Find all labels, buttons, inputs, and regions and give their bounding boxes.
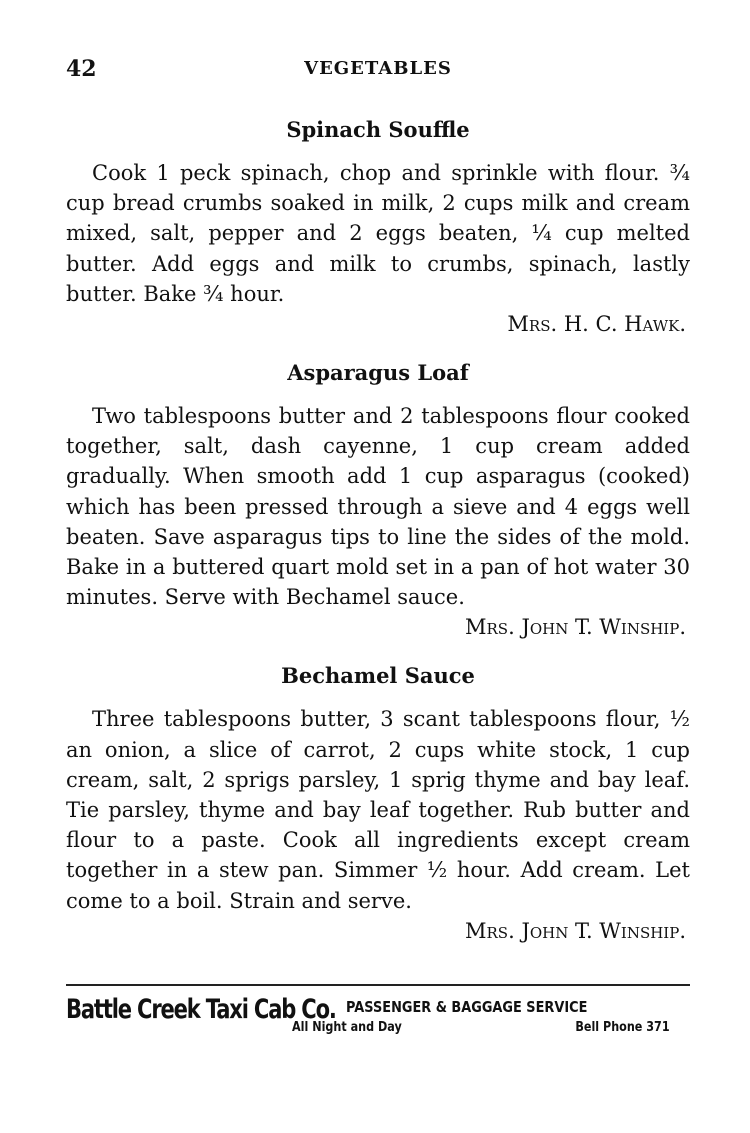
running-head: VEGETABLES <box>304 58 452 79</box>
ad-phone: Bell Phone 371 <box>575 1020 670 1035</box>
recipe-title: Asparagus Loaf <box>287 360 469 386</box>
page-header <box>66 56 690 86</box>
ad-company-name: Battle Creek Taxi Cab Co. <box>66 994 336 1025</box>
recipe-text: Two tablespoons butter and 2 tablespoons flour cooked together, salt, dash cayenne, 1 cup cream added gradually. When smooth add 1 cup asparagus (cooked) which has been pressed through a sieve and 4 eggs well beaten. Save asparagus tips to line the sides of the mold. Bake in a buttered quart mold set in a pan of hot water 30 minutes. Serve with Bechamel sauce. <box>66 404 690 610</box>
ad-service: PASSENGER & BAGGAGE SERVICE <box>346 998 588 1016</box>
recipe-author: Mrs. H. C. Hawk. <box>507 312 686 337</box>
advertisement <box>66 992 670 1052</box>
recipe-bechamel-sauce <box>66 662 690 945</box>
ad-hours: All Night and Day <box>292 1020 402 1035</box>
recipe-title: Bechamel Sauce <box>281 663 475 689</box>
recipe-title: Spinach Souffle <box>286 117 470 142</box>
footer-divider <box>66 984 690 986</box>
recipe-author: Mrs. John T. Winship. <box>465 918 686 943</box>
recipe-list <box>66 116 690 966</box>
recipe-author: Mrs. John T. Winship. <box>465 615 686 640</box>
recipe-text: Three tablespoons butter, 3 scant tablespoons flour, ½ an onion, a slice of carrot, 2 cups white stock, 1 cup cream, salt, 2 sprigs parsley, 1 sprig thyme and bay leaf. Tie parsley, thyme and bay leaf together. Rub butter and flour to a paste. Cook all ingredients except cream together in a stew pan. Simmer ½ hour. Add cream. Let come to a boil. Strain and serve. <box>66 707 690 913</box>
recipe-spinach-souffle <box>66 116 690 339</box>
recipe-text: Cook 1 peck spinach, chop and sprinkle with flour. ¾ cup bread crumbs soaked in milk, 2 cups milk and cream mixed, salt, pepper and 2 eggs beaten, ¼ cup melted butter. Add eggs and milk to crumbs, spinach, lastly butter. Bake ¾ hour. <box>66 161 690 306</box>
recipe-asparagus-loaf <box>66 359 690 642</box>
page-number: 42 <box>66 56 97 82</box>
